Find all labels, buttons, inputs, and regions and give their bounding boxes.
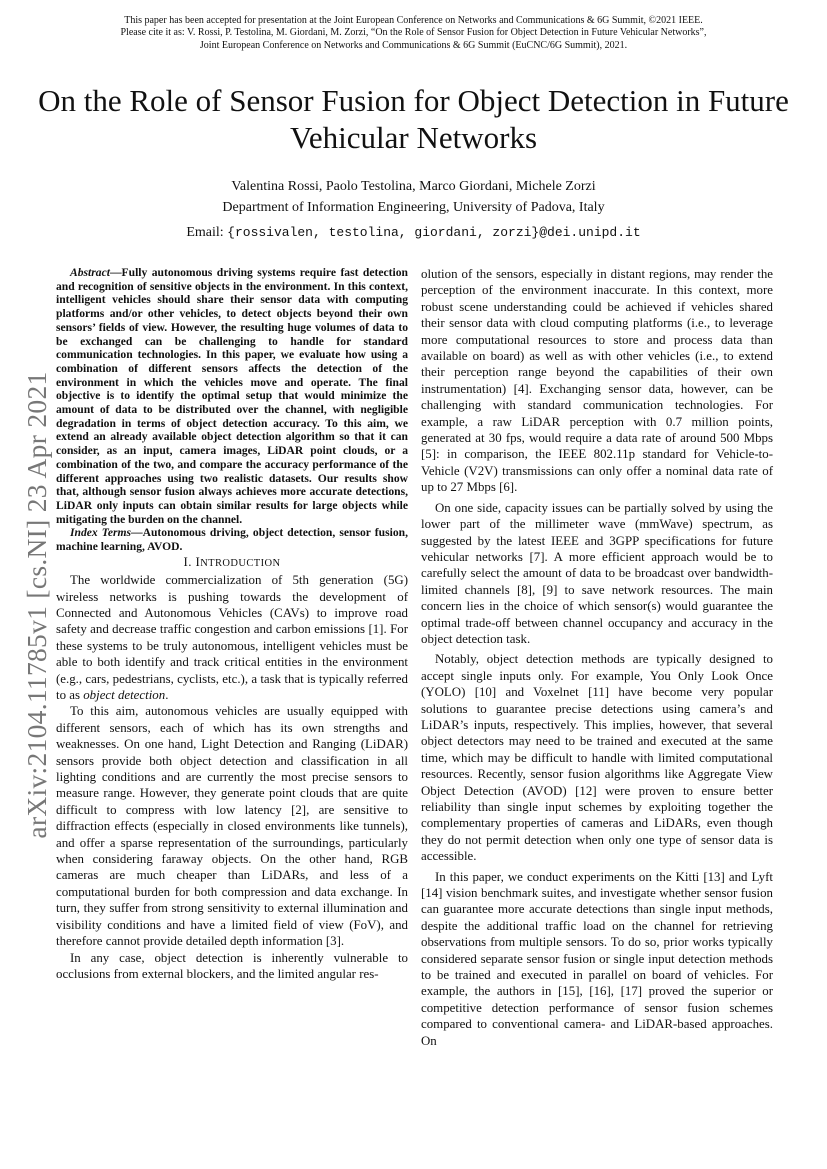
arxiv-identifier: arXiv:2104.11785v1 [cs.NI] 23 Apr 2021 (21, 371, 52, 839)
notice-line-2: Please cite it as: V. Rossi, P. Testolina, M. Giordani, M. Zorzi, “On the Role of Sensor Fusion for Object Detection in Future Vehicular Networks”, (120, 27, 707, 39)
section-numeral: I. (183, 554, 196, 569)
author-block (60, 176, 767, 243)
right-column (421, 266, 773, 1049)
intro-p1-end: . (165, 688, 169, 703)
section-title-rest: NTRODUCTION (200, 557, 281, 569)
publication-notice (60, 15, 767, 52)
paper-title: On the Role of Sensor Fusion for Object Detection in Future Vehicular Networks (38, 83, 789, 155)
intro-paragraph-2: To this aim, autonomous vehicles are usually equipped with different sensors, each of which has its own strengths and weaknesses. On one hand, Light Detection and Ranging (LiDAR) sensors provide both object detection and classification in all lighting conditions and are currently the most precise sensors to measure range. However, they generate point clouds that are quite difficult to compress with low latency [2], are sensitive to diffraction effects (especially in closed environments like tunnels), and offer a sparse representation of the surroundings, particularly when considering faraway objects. On the other hand, RGB cameras are much cheaper than LiDARs, and less of a computational burden for both compression and data exchange. In turn, they suffer from strong sensitivity to external illumination and visibility conditions and have a limited field of view (FoV), and therefore cannot provide detailed depth information [3]. (56, 704, 408, 949)
left-column (56, 266, 408, 982)
abstract (56, 266, 408, 526)
index-terms-text: —Autonomous driving, object detection, sensor fusion, machine learning, AVOD. (56, 526, 408, 554)
right-paragraph-3: Notably, object detection methods are typically designed to accept single inputs only. For example, You Only Look Once (YOLO) [10] and Voxelnet [11] have become very popular solutions to guarantee precise detections using camera’s and LiDAR’s inputs, respectively. This implies, however, that several object detectors may need to be trained and executed at the same time, which may be difficult to handle with limited computational resources. Recently, sensor fusion algorithms like Aggregate View Object Detection (AVOD) [12] were proven to ensure better reliability than single input schemes by exploiting together the complementary properties of cameras and LiDARs, even though they do not permit detection when only one type of sensor data is accessible. (421, 652, 773, 864)
abstract-text: —Fully autonomous driving systems require fast detection and recognition of sensitive objects in the environment. In this context, intelligent vehicles should share their sensor data with computing platforms and/or other vehicles, to detect objects beyond their own sensors’ fields of view. However, the resulting huge volumes of data to be exchanged can be challenging to handle for standard communication technologies. In this paper, we evaluate how using a combination of different sensors affects the detection of the environment in which the vehicles move and operate. The final objective is to identify the optimal setup that would minimize the amount of data to be distributed over the channel, with negligible degradation in terms of object detection accuracy. To this aim, we extend an already available object detection algorithm so that it can consider, as an input, camera images, LiDAR point clouds, or a combination of the two, and compare the accuracy performance of the different approaches using two realistic datasets. Our results show that, although sensor fusion always achieves more accurate detections, LiDAR only inputs can obtain similar results for large objects while mitigating the burden on the channel. (56, 266, 408, 526)
right-paragraph-2: On one side, capacity issues can be partially solved by using the lower part of the millimeter wave (mmWave) spectrum, as suggested by the latest IEEE and 3GPP specifications for future vehicular networks [7]. A more efficient approach would be to carefully select the amount of data to be broadcast over bandwidth-limited channels [8], [9] to save network resources. The main concern lies in the choice of which sensor(s) would guarantee the optimal trade-off between channel occupancy and accuracy in the object detection task. (421, 500, 773, 646)
intro-paragraph-3: In any case, object detection is inherently vulnerable to occlusions from external blockers, and the limited angular res- (56, 950, 408, 981)
intro-paragraph-1 (56, 572, 408, 703)
section-heading-introduction (56, 554, 408, 572)
section-initial: I (195, 554, 201, 569)
right-paragraph-4: In this paper, we conduct experiments on the Kitti [13] and Lyft [14] vision benchmark suites, and investigate whether sensor fusion can guarantee more accurate detections than single input methods, despite the additional traffic load on the channel for retrieving observations from multiple sensors. To do so, prior works typically considered separate sensor fusion or single input detection methods to be trained and executed in parallel on board of vehicles. For example, the authors in [15], [16], [17] proved the superior or competitive detection performance of sensor fusion schemes compared to conventional camera- and LiDAR-based approaches. On (421, 869, 773, 1048)
notice-line-3: Joint European Conference on Networks and Communications & 6G Summit (EuCNC/6G Summit), 2021. (199, 39, 628, 51)
email-label: Email: (186, 225, 228, 240)
email-address[interactable]: {rossivalen, testolina, giordani, zorzi}@dei.unipd.it (227, 225, 641, 240)
index-terms-label: Index Terms (70, 526, 132, 540)
right-paragraph-1: olution of the sensors, especially in distant regions, may render the perception of the environment inaccurate. In this context, more robust scene understanding could be achieved if vehicles shared their sensor data with cloud computing platforms (i.e., to leverage more computational resources to store and process data than available on board) as well as with other vehicles (i.e., to extend their perception range beyond the capabilities of their own instrumentation) [4]. Exchanging sensor data, however, can be challenging with standard communication technologies. For example, a raw LiDAR perception with 0.7 million points, generated at 30 fps, would require a data rate of around 500 Mbps [5]: in comparison, the IEEE 802.11p standard for Vehicle-to-Vehicle (V2V) transmissions can only offer a nominal data rate of up to 27 Mbps [6]. (421, 267, 773, 495)
notice-line-1: This paper has been accepted for presentation at the Joint European Conference on Networks and Communications & 6G Summit, ©2021 IEEE. (124, 15, 703, 26)
author-names: Valentina Rossi, Paolo Testolina, Marco Giordani, Michele Zorzi (231, 179, 596, 194)
intro-p1-emphasis: object detection (83, 688, 166, 703)
affiliation: Department of Information Engineering, University of Padova, Italy (222, 200, 605, 215)
arxiv-stamp (14, 360, 60, 850)
email-line (60, 222, 767, 243)
intro-p1-text: The worldwide commercialization of 5th generation (5G) wireless networks is pushing towards the development of Connected and Autonomous Vehicles (CAVs) to improve road safety and decrease traffic congestion and carbon emissions [1]. For these systems to be truly autonomous, intelligent vehicles must be able to both identify and track critical entities in the environment (e.g., cars, pedestrians, cyclists, etc.), a task that is typically referred to as (56, 573, 408, 703)
abstract-label: Abstract (70, 266, 110, 279)
index-terms (56, 526, 408, 553)
